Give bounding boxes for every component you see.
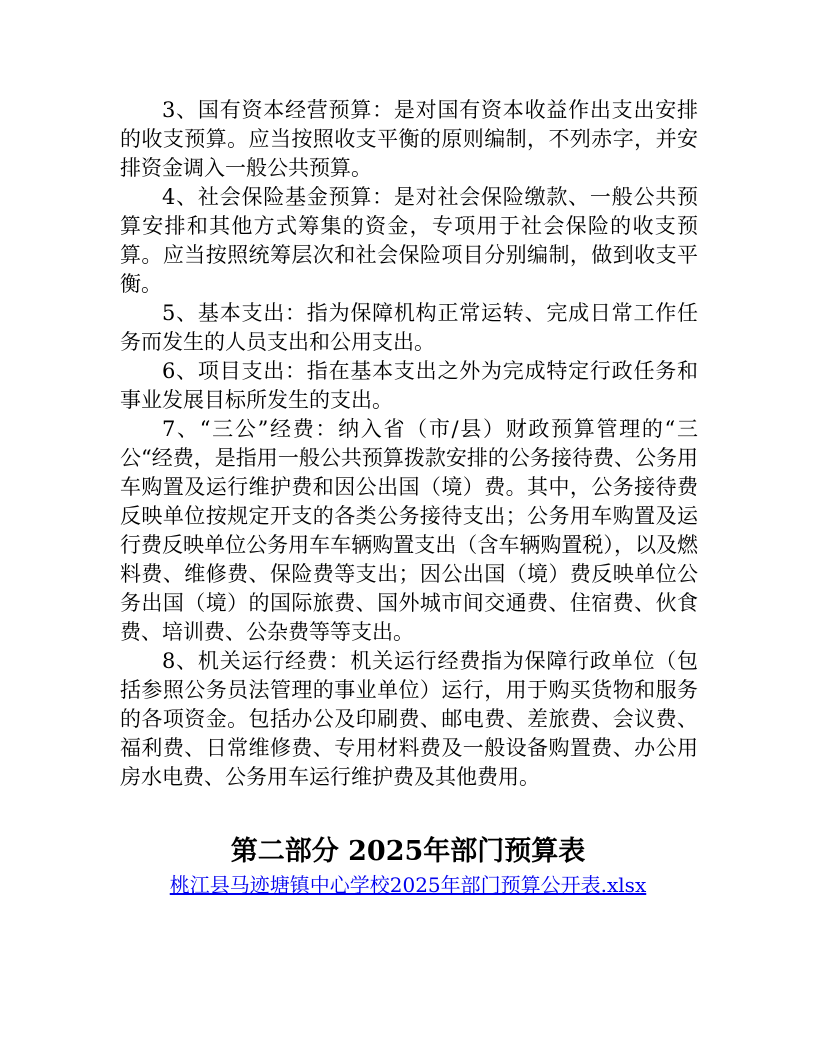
attachment-link[interactable]: 桃江县马迹塘镇中心学校2025年部门预算公开表.xlsx (169, 873, 647, 897)
attachment-line (0, 871, 816, 899)
paragraph-social-insurance-budget: 4、社会保险基金预算：是对社会保险缴款、一般公共预算安排和其他方式筹集的资金，专项用于社会保险的收支预算。应当按照统筹层次和社会保险项目分别编制，做到收支平衡。 (120, 185, 698, 296)
paragraph-state-capital-budget: 3、国有资本经营预算：是对国有资本收益作出支出安排的收支预算。应当按照收支平衡的原则编制，不列赤字，并安排资金调入一般公共预算。 (120, 98, 698, 180)
document-body (120, 96, 698, 792)
paragraph-operating-expenses: 8、机关运行经费：机关运行经费指为保障行政单位（包括参照公务员法管理的事业单位）运行，用于购买货物和服务的各项资金。包括办公及印刷费、邮电费、差旅费、会议费、福利费、日常维修费、专用材料费及一般设备购置费、办公用房水电费、公务用车运行维护费及其他费用。 (120, 649, 698, 789)
paragraph-project-expenditure: 6、项目支出：指在基本支出之外为完成特定行政任务和事业发展目标所发生的支出。 (120, 359, 698, 412)
paragraph-basic-expenditure: 5、基本支出：指为保障机构正常运转、完成日常工作任务而发生的人员支出和公用支出。 (120, 301, 698, 354)
section-title: 第二部分 2025年部门预算表 (230, 836, 586, 867)
paragraph-three-public-expenses: 7、“三公”经费：纳入省（市/县）财政预算管理的“三公“经费，是指用一般公共预算拨款安排的公务接待费、公务用车购置及运行维护费和因公出国（境）费。其中，公务接待费反映单位按规定开支的各类公务接待支出；公务用车购置及运行费反映单位公务用车车辆购置支出（含车辆购置税），以及燃料费、维修费、保险费等支出；因公出国（境）费反映单位公务出国（境）的国际旅费、国外城市间交通费、住宿费、伙食费、培训费、公杂费等等支出。 (120, 417, 698, 644)
